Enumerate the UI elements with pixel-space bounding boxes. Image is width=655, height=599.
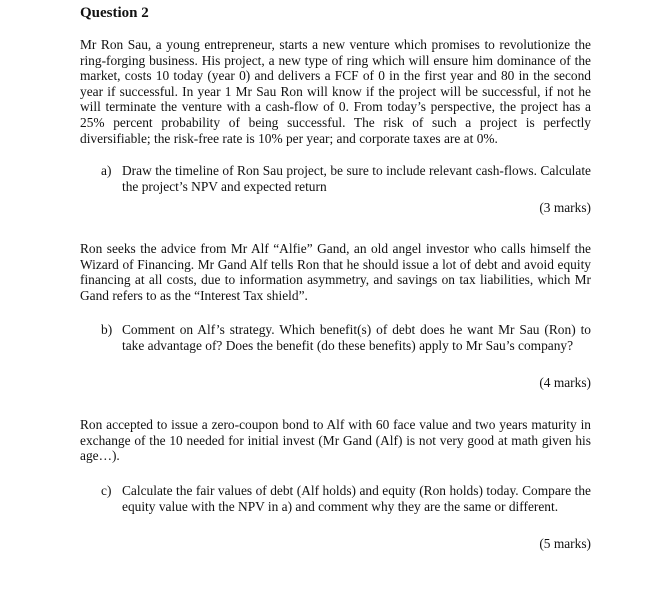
question-c-letter: c) <box>101 483 112 498</box>
question-b-letter: b) <box>101 322 113 337</box>
question-b-marks: (4 marks) <box>539 375 591 390</box>
question-heading: Question 2 <box>80 5 149 21</box>
intro-paragraph: Mr Ron Sau, a young entrepreneur, starts a new venture which promises to revolutionize the ring-forging business. His project, a new type of ring which will ensure him dominance of the market, costs 10 today (year 0) and delivers a FCF of 0 in the first year and 80 in the second year if successful. In year 1 Mr Sau Ron will know if the project will be successful, if not he will terminate the venture with a cash-flow of 0. From today’s perspective, the project has a 25% percent probability of being successful. The risk of such a project is perfectly diversifiable; the risk-free rate is 10% per year; and corporate taxes are at 0%. <box>80 37 591 146</box>
question-c-text: Calculate the fair values of debt (Alf holds) and equity (Ron holds) today. Compare the equity value with the NPV in a) and comment why they are the same or different. <box>122 483 591 514</box>
question-b-text: Comment on Alf’s strategy. Which benefit(s) of debt does he want Mr Sau (Ron) to take advantage of? Does the benefit (do these benefits) apply to Mr Sau’s company? <box>122 322 591 353</box>
advice-paragraph: Ron seeks the advice from Mr Alf “Alfie” Gand, an old angel investor who calls himself the Wizard of Financing. Mr Gand Alf tells Ron that he should issue a lot of debt and avoid equity financing at all costs, due to information asymmetry, and savings on tax liabilities, which Mr Gand refers to as the “Interest Tax shield”. <box>80 241 591 303</box>
question-a-letter: a) <box>101 163 112 178</box>
question-a-text: Draw the timeline of Ron Sau project, be sure to include relevant cash-flows. Calculate the project’s NPV and expected return <box>122 163 591 194</box>
question-a-marks: (3 marks) <box>539 200 591 215</box>
question-c-marks: (5 marks) <box>539 536 591 551</box>
bond-paragraph: Ron accepted to issue a zero-coupon bond to Alf with 60 face value and two years maturity in exchange of the 10 needed for initial invest (Mr Gand (Alf) is not very good at math given his age…). <box>80 417 591 464</box>
